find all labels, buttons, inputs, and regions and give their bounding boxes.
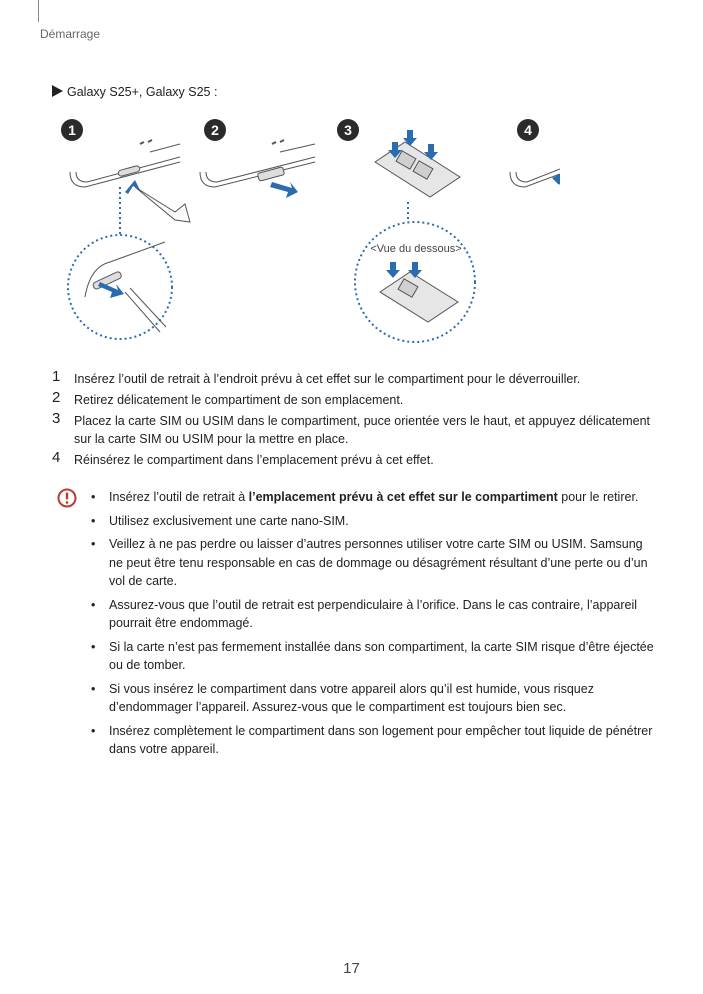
step-text: Placez la carte SIM ou USIM dans le compartiment, puce orientée vers le haut, et appuyez délicatement sur la carte SIM ou USIM pour la mettre en place. bbox=[74, 414, 650, 446]
panel-2-phone bbox=[200, 140, 315, 187]
margin-rule bbox=[38, 0, 39, 22]
sim-tray-illustration bbox=[40, 112, 560, 352]
zoom-circle-bottom-view bbox=[355, 222, 475, 342]
step-badge-1 bbox=[61, 119, 83, 141]
step-number: 1 bbox=[52, 368, 61, 385]
svg-text:2: 2 bbox=[211, 122, 219, 138]
panel-1-arrow bbox=[125, 180, 140, 194]
zoom-circle-left bbox=[68, 235, 172, 339]
caution-notes bbox=[57, 488, 657, 764]
step-badge-2 bbox=[204, 119, 226, 141]
bullet-glyph: • bbox=[91, 490, 96, 504]
panel-4-phone bbox=[510, 142, 560, 187]
instruction-steps bbox=[50, 370, 650, 472]
emphasis-text: l’emplacement prévu à cet effet sur le compartiment bbox=[248, 490, 558, 504]
step-text: Retirez délicatement le compartiment de son emplacement. bbox=[74, 393, 404, 407]
list-item: • Assurez-vous que l’outil de retrait est perpendiculaire à l’orifice. Dans le cas contraire, l’appareil pourrait être endommagé. bbox=[91, 597, 638, 630]
bullet-glyph: • bbox=[91, 513, 96, 528]
step-item bbox=[50, 451, 650, 469]
svg-text:1: 1 bbox=[68, 122, 76, 138]
list-item: • Insérez l’outil de retrait à l’emplacement prévu à cet effet sur le compartiment pour le retirer. bbox=[91, 488, 657, 507]
step-badge-4 bbox=[517, 119, 539, 141]
step-number: 3 bbox=[52, 410, 61, 427]
bullet-glyph: • bbox=[91, 681, 96, 696]
list-item: • Veillez à ne pas perdre ou laisser d’autres personnes utiliser votre carte SIM ou USIM. Samsung ne peut être tenu responsable en cas de dommage ou désagrément résultant d’une perte ou d’un vol de carte. bbox=[91, 537, 648, 588]
panel-2-arrow bbox=[270, 182, 298, 198]
step-text: Réinsérez le compartiment dans l’emplacement prévu à cet effet. bbox=[74, 453, 434, 467]
bullet-glyph: • bbox=[91, 597, 96, 612]
section-header: Démarrage bbox=[40, 27, 101, 41]
step-item bbox=[50, 412, 650, 448]
step-number: 4 bbox=[52, 449, 61, 466]
step-item bbox=[50, 391, 650, 409]
list-item: • Insérez complètement le compartiment dans son logement pour empêcher tout liquide de pénétrer dans votre appareil. bbox=[91, 723, 653, 756]
svg-text:4: 4 bbox=[524, 122, 532, 138]
triangle-icon bbox=[52, 85, 63, 97]
panel-3-tray bbox=[375, 142, 460, 197]
svg-text:3: 3 bbox=[344, 122, 352, 138]
bottom-view-label: <Vue du dessous> bbox=[370, 243, 462, 255]
step-text: Insérez l’outil de retrait à l’endroit prévu à cet effet sur le compartiment pour le déverrouiller. bbox=[74, 372, 581, 386]
step-item bbox=[50, 370, 650, 388]
page-number: 17 bbox=[343, 960, 360, 977]
list-item: • Si vous insérez le compartiment dans votre appareil alors qu’il est humide, vous risquez d’endommager l’appareil. Assurez-vous que le compartiment est toujours bien sec. bbox=[91, 681, 594, 714]
step-number: 2 bbox=[52, 389, 61, 406]
bullet-glyph: • bbox=[91, 639, 96, 654]
list-item: • Si la carte n’est pas fermement installée dans son compartiment, la carte SIM risque d’être éjectée ou de tomber. bbox=[91, 639, 654, 672]
bullet-glyph: • bbox=[91, 537, 96, 551]
step-badge-3 bbox=[337, 119, 359, 141]
model-heading-text: Galaxy S25+, Galaxy S25 : bbox=[67, 85, 218, 99]
list-item: • Utilisez exclusivement une carte nano-SIM. bbox=[91, 512, 657, 531]
caution-list bbox=[91, 488, 657, 759]
caution-icon bbox=[57, 488, 77, 508]
model-heading bbox=[52, 85, 217, 99]
panel-1-phone bbox=[70, 140, 190, 222]
bullet-glyph: • bbox=[91, 723, 96, 738]
